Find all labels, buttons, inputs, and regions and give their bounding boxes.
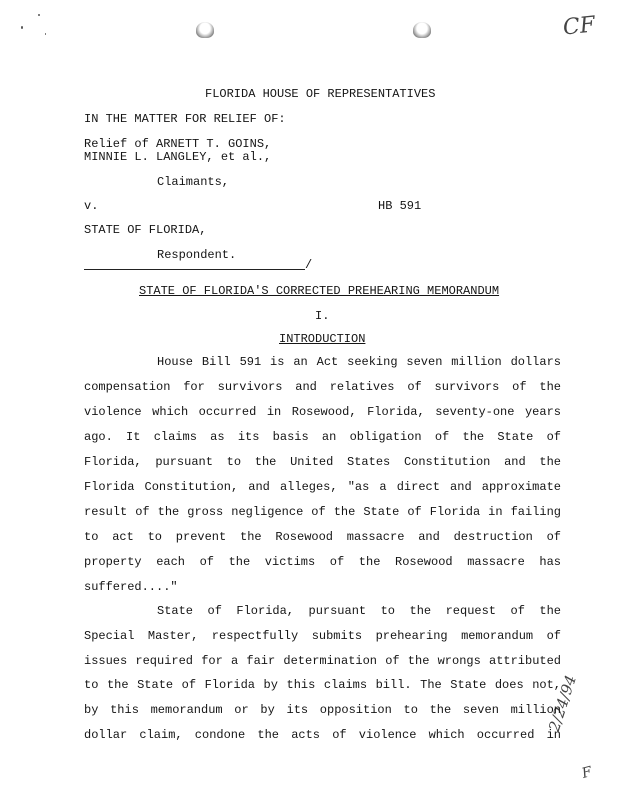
caption-rule (84, 269, 305, 270)
state-party: STATE OF FLORIDA, (84, 223, 207, 237)
caption-slash: / (305, 258, 313, 272)
body-line: State of Florida, pursuant to the request of the (157, 604, 561, 618)
body-line: Florida Constitution, and alleges, "as a direct and approximate (84, 480, 561, 494)
body-line: Florida, pursuant to the United States Constitution and the (84, 455, 561, 469)
body-line: violence which occurred in Rosewood, Florida, seventy-one years (84, 405, 561, 419)
body-line: House Bill 591 is an Act seeking seven million dollars (157, 355, 561, 369)
punch-hole-left (196, 22, 214, 38)
body-line: ago. It claims as its basis an obligation of the State of (84, 430, 561, 444)
body-line: by this memorandum or by its opposition to the seven million (84, 703, 561, 717)
relief-line-2: MINNIE L. LANGLEY, et al., (84, 150, 272, 164)
body-line: to the State of Florida by this claims bill. The State does not, (84, 678, 561, 692)
punch-hole-right (413, 22, 431, 38)
body-line: issues required for a fair determination of the wrongs attributed (84, 654, 561, 668)
body-line: to act to prevent the Rosewood massacre and destruction of (84, 530, 561, 544)
scan-speck (21, 26, 23, 29)
handwritten-date-note: 2/24/94 (545, 673, 580, 734)
scan-speck (38, 14, 40, 16)
body-line: Special Master, respectfully submits prehearing memorandum of (84, 629, 561, 643)
body-line: property each of the victims of the Rosewood massacre has (84, 555, 561, 569)
scan-speck (45, 33, 46, 35)
handwritten-initial: F (580, 764, 594, 782)
body-line: result of the gross negligence of the State of Florida in failing (84, 505, 561, 519)
document-title: FLORIDA HOUSE OF REPRESENTATIVES (205, 87, 436, 101)
body-line: compensation for survivors and relatives of survivors of the (84, 380, 561, 394)
handwritten-corner-mark: CF (561, 12, 597, 41)
section-number: I. (315, 309, 330, 323)
bill-number: HB 591 (378, 199, 422, 213)
section-title: INTRODUCTION (279, 332, 366, 346)
memorandum-title: STATE OF FLORIDA'S CORRECTED PREHEARING MEMORANDUM (139, 284, 500, 298)
body-line: suffered...." (84, 580, 178, 594)
respondent-label: Respondent. (157, 248, 237, 262)
relief-line-1: Relief of ARNETT T. GOINS, (84, 137, 272, 151)
matter-heading: IN THE MATTER FOR RELIEF OF: (84, 112, 286, 126)
body-line: dollar claim, condone the acts of violence which occurred in (84, 728, 561, 742)
claimants-label: Claimants, (157, 175, 230, 189)
versus-label: v. (84, 199, 99, 213)
